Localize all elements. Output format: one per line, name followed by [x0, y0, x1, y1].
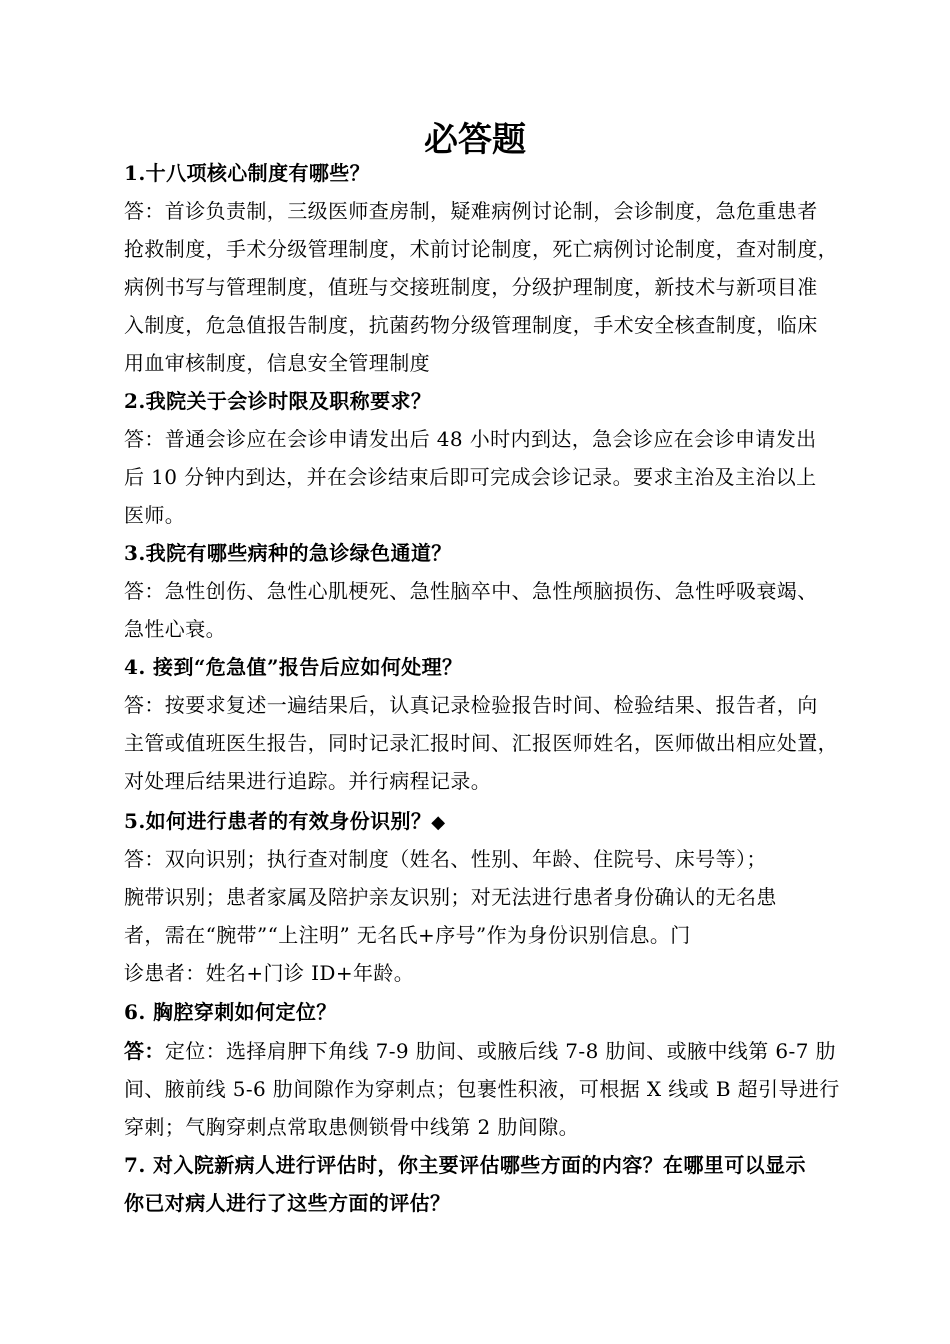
answer-2-line-3: 医师。 [124, 503, 186, 527]
answer-4-line-3: 对处理后结果进行追踪。并行病程记录。 [124, 769, 492, 793]
answer-1-line-4: 入制度，危急值报告制度，抗菌药物分级管理制度，手术安全核查制度，临床 [124, 313, 818, 337]
answer-5-line-1: 答：双向识别；执行查对制度（姓名、性别、年龄、住院号、床号等）； [124, 847, 767, 871]
diamond-marker-icon: ◆ [431, 812, 446, 833]
question-5 [124, 802, 446, 842]
answer-2-line-2: 后 10 分钟内到达，并在会诊结束后即可完成会诊记录。要求主治及主治以上 [124, 465, 817, 489]
question-7-line-1: 7. 对入院新病人进行评估时，你主要评估哪些方面的内容？在哪里可以显示 [124, 1153, 806, 1177]
answer-6-label: 答： [124, 1039, 165, 1063]
answer-1-line-1: 答：首诊负责制，三级医师查房制，疑难病例讨论制，会诊制度，急危重患者 [124, 199, 818, 223]
answer-1-line-3: 病例书写与管理制度，值班与交接班制度，分级护理制度，新技术与新项目准 [124, 275, 818, 299]
answer-3-line-1: 答：急性创伤、急性心肌梗死、急性脑卒中、急性颅脑损伤、急性呼吸衰竭、 [124, 579, 818, 603]
answer-6-line-3: 穿刺；气胸穿刺点常取患侧锁骨中线第 2 肋间隙。 [124, 1115, 580, 1139]
answer-5-line-4: 诊患者：姓名+门诊 ID+年龄。 [124, 961, 415, 985]
answer-1-line-2: 抢救制度，手术分级管理制度，术前讨论制度，死亡病例讨论制度，查对制度， [124, 237, 838, 261]
question-6: 6. 胸腔穿刺如何定位？ [124, 1000, 337, 1024]
answer-6-line-1 [124, 1032, 836, 1070]
answer-5-line-3: 者，需在“腕带”“上注明” 无名氏+序号”作为身份识别信息。门 [124, 923, 691, 947]
question-7-line-2: 你已对病人进行了这些方面的评估？ [124, 1191, 451, 1215]
answer-6-line-1-text: 定位：选择肩胛下角线 7-9 肋间、或腋后线 7-8 肋间、或腋中线第 6-7 肋 [164, 1039, 836, 1063]
question-3: 3.我院有哪些病种的急诊绿色通道？ [124, 541, 452, 565]
answer-1-line-5: 用血审核制度，信息安全管理制度 [124, 351, 430, 375]
answer-4-line-1: 答：按要求复述一遍结果后，认真记录检验报告时间、检验结果、报告者，向 [124, 693, 818, 717]
answer-2-line-1: 答：普通会诊应在会诊申请发出后 48 小时内到达，急会诊应在会诊申请发出 [124, 427, 817, 451]
answer-4-line-2: 主管或值班医生报告，同时记录汇报时间、汇报医师姓名，医师做出相应处置， [124, 731, 838, 755]
answer-5-line-2: 腕带识别；患者家属及陪护亲友识别；对无法进行患者身份确认的无名患 [124, 885, 777, 909]
question-4: 4. 接到“危急值”报告后应如何处理？ [124, 655, 463, 679]
question-1: 1.十八项核心制度有哪些？ [124, 161, 371, 185]
answer-3-line-2: 急性心衰。 [124, 617, 226, 641]
answer-6-line-2: 间、腋前线 5-6 肋间隙作为穿刺点；包裹性积液，可根据 X 线或 B 超引导进行 [124, 1077, 840, 1101]
question-5-text: 5.如何进行患者的有效身份识别？ [124, 809, 432, 833]
question-2: 2.我院关于会诊时限及职称要求？ [124, 389, 432, 413]
page-title: 必答题 [424, 120, 526, 160]
